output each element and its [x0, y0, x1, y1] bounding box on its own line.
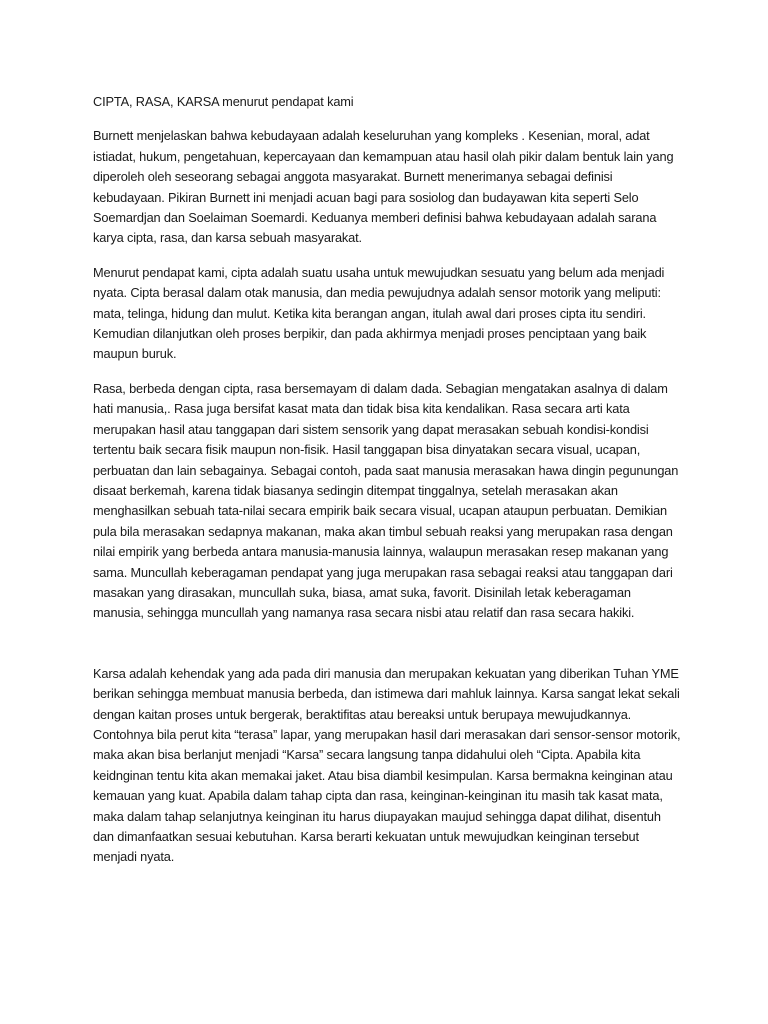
paragraph-cipta: Menurut pendapat kami, cipta adalah suatu usaha untuk mewujudkan sesuatu yang belum ada menjadi nyata. Cipta berasal dalam otak manusia, dan media pewujudnya adalah sensor motorik yang meliputi: mata, telinga, hidung dan mulut. Ketika kita berangan angan, itulah awal dari proses cipta itu sendiri. Kemudian dilanjutkan oleh proses berpikir, dan pada akhirmya menjadi proses penciptaan yang baik maupun buruk. [93, 264, 665, 362]
document-page [93, 92, 683, 882]
paragraph-burnett: Burnett menjelaskan bahwa kebudayaan adalah keseluruhan yang kompleks . Kesenian, moral, adat istiadat, hukum, pengetahuan, kepercayaan dan kemampuan atau hasil olah pikir dalam bentuk lain yang diperoleh oleh seseorang sebagai anggota masyarakat. Burnett menerimanya sebagai definisi kebudayaan. Pikiran Burnett ini menjadi acuan bagi para sosiolog dan budayawan kita seperti Selo Soemardjan dan Soelaiman Soemardi. Keduanya memberi definisi bahwa kebudayaan adalah sarana karya cipta, rasa, dan karsa sebuah masyarakat. [93, 128, 674, 246]
paragraph-karsa: Karsa adalah kehendak yang ada pada diri manusia dan merupakan kekuatan yang diberikan Tuhan YME berikan sehingga membuat manusia berbeda, dan istimewa dari mahluk lainnya. Karsa sangat lekat sekali dengan kaitan proses untuk bergerak, beraktifitas atau bereaksi untuk berupaya mewujudkannya. Contohnya bila perut kita “terasa” lapar, yang merupakan hasil dari merasakan dari sensor-sensor motorik, maka akan bisa berlanjut menjadi “Karsa” secara langsung tanpa didahului oleh “Cipta. Apabila kita keidnginan tentu kita akan memakai jaket. Atau bisa diambil kesimpulan. Karsa bermakna keinginan atau kemauan yang kuat. Apabila dalam tahap cipta dan rasa, keinginan-keinginan itu masih tak kasat mata, maka dalam tahap selanjutnya keinginan itu harus diupayakan maujud sehingga dapat dilihat, disentuh dan dimanfaatkan sesuai kebutuhan. Karsa berarti kekuatan untuk mewujudkan keinginan tersebut menjadi nyata. [93, 665, 681, 865]
document-title: CIPTA, RASA, KARSA menurut pendapat kami [93, 94, 354, 109]
paragraph-rasa: Rasa, berbeda dengan cipta, rasa bersemayam di dalam dada. Sebagian mengatakan asalnya di dalam hati manusia,. Rasa juga bersifat kasat mata dan tidak bisa kita kendalikan. Rasa secara arti kata merupakan hasil atau tanggapan dari sistem sensorik yang dapat merasakan sebuah kondisi-kondisi tertentu baik secara fisik maupun non-fisik. Hasil tanggapan bisa dinyatakan secara visual, ucapan, perbuatan dan lain sebagainya. Sebagai contoh, pada saat manusia merasakan hawa dingin pegunungan disaat berkemah, karena tidak biasanya sedingin ditempat tinggalnya, setelah merasakan akan menghasilkan sebuah tata-nilai secara empirik baik secara visual, ucapan ataupun perbuatan. Demikian pula bila merasakan sedapnya makanan, maka akan timbul sebuah reaksi yang merupakan rasa dengan nilai empirik yang berbeda antara manusia-manusia lainnya, walaupun merasakan resep makanan yang sama. Muncullah keberagaman pendapat yang juga merupakan rasa sebagai reaksi atau tanggapan dari masakan yang dirasakan, muncullah suka, biasa, amat suka, favorit. Disinilah letak keberagaman manusia, sehingga muncullah yang namanya rasa secara nisbi atau relatif dan rasa secara hakiki. [93, 380, 679, 621]
